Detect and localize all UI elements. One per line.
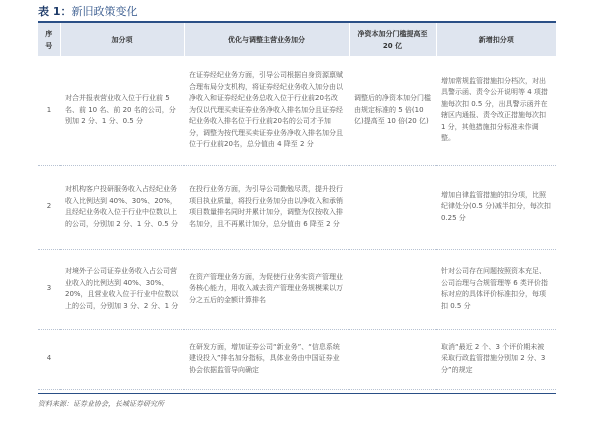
row-index: 2: [38, 165, 60, 249]
row-index: 3: [38, 249, 60, 329]
main-business-cell: 在证券经纪业务方面，引导公司根据自身资源禀赋合理布局分支机构，将证券经纪业务收入加分由以净收入和证券经纪业务总收入位于行业前20名改为仅以代理买卖证券业务净收入排名加分且证券经纪业务收入排名位于行业前20名的公司才予加分，调整为按代理买卖证券业务净收入排名加分且位于行业前20名，总分值由 4 降至 2 分: [184, 56, 349, 165]
bonus-cell: 对合并报表营业收入位于行业前 5 名、前 10 名、前 20 名的公司，分别加 2 分、1 分、0.5 分: [60, 56, 184, 165]
table-header-row: [38, 23, 556, 56]
net-capital-cell: 调整后的净资本加分门槛由规定标准的 5 倍(10 亿)提高至 10 倍(20 亿): [349, 56, 436, 165]
deduction-cell: 增加自律监管措施的扣分项，比照纪律处分(0.5 分)减半扣分，每次扣 0.25 分: [436, 165, 556, 249]
source-note: 资料来源：证券业协会，长城证券研究所: [38, 400, 164, 408]
net-capital-cell: [349, 249, 436, 329]
table-caption: [38, 4, 137, 20]
header-net-capital: 净资本加分门槛提高至 20 亿: [349, 23, 436, 56]
main-business-cell: 在研发方面，增加证券公司“新业务”、“信息系统建设投入”排名加分指标，具体业务由中国证券业协会依据监管导向确定: [184, 329, 349, 389]
deduction-cell: 取消“最近 2 个、3 个评价期未被采取行政监管措施分别加 2 分、3 分”的规定: [436, 329, 556, 389]
policy-change-table: [38, 23, 556, 390]
header-bonus: 加分项: [60, 23, 184, 56]
bonus-cell: 对境外子公司证券业务收入占公司营业收入的比例达到 40%、30%、20%，且营业收入位于行业中位数以上的公司，分别加 3 分、2 分、1 分: [60, 249, 184, 329]
net-capital-cell: [349, 329, 436, 389]
table-row: [38, 56, 556, 165]
table-row: [38, 329, 556, 389]
table-row: [38, 249, 556, 329]
row-index: 1: [38, 56, 60, 165]
bonus-cell: [60, 329, 184, 389]
main-business-cell: 在资产管理业务方面，为促使行业务实资产管理业务核心能力，用收入减去资产管理业务规模乘以万分之五后的金额计算排名: [184, 249, 349, 329]
header-deduction: 新增扣分项: [436, 23, 556, 56]
header-main-business: 优化与调整主营业务加分: [184, 23, 349, 56]
footer-rule: [38, 393, 556, 394]
table-caption-title: 新旧政策变化: [71, 5, 138, 18]
deduction-cell: 针对公司存在问题按照资本充足、公司治理与合规管理等 6 类评价指标对应的具体评价标准扣分，每项扣 0.5 分: [436, 249, 556, 329]
bonus-cell: 对机构客户投研服务收入占经纪业务收入比例达到 40%、30%、20%，且经纪业务收入位于行业中位数以上的公司，分别加 2 分、1 分、0.5 分: [60, 165, 184, 249]
net-capital-cell: [349, 165, 436, 249]
main-business-cell: 在投行业务方面，为引导公司勤勉尽责，提升投行项目执业质量，将投行业务加分由以净收入和承销项目数量排名同时并累计加分，调整为仅按收入排名加分，且不再累计加分，总分值由 6 降至 2 分: [184, 165, 349, 249]
header-index: 序号: [38, 23, 60, 56]
table-row: [38, 165, 556, 249]
row-index: 4: [38, 329, 60, 389]
deduction-cell: 增加常规监管措施扣分档次，对出具警示函、责令公开说明等 4 项措施每次扣 0.5 分，出具警示函并在辖区内通报、责令改正措施每次扣 1 分，其他措施扣分标准未作调整。: [436, 56, 556, 165]
table-caption-number: 表 1：: [38, 5, 72, 18]
